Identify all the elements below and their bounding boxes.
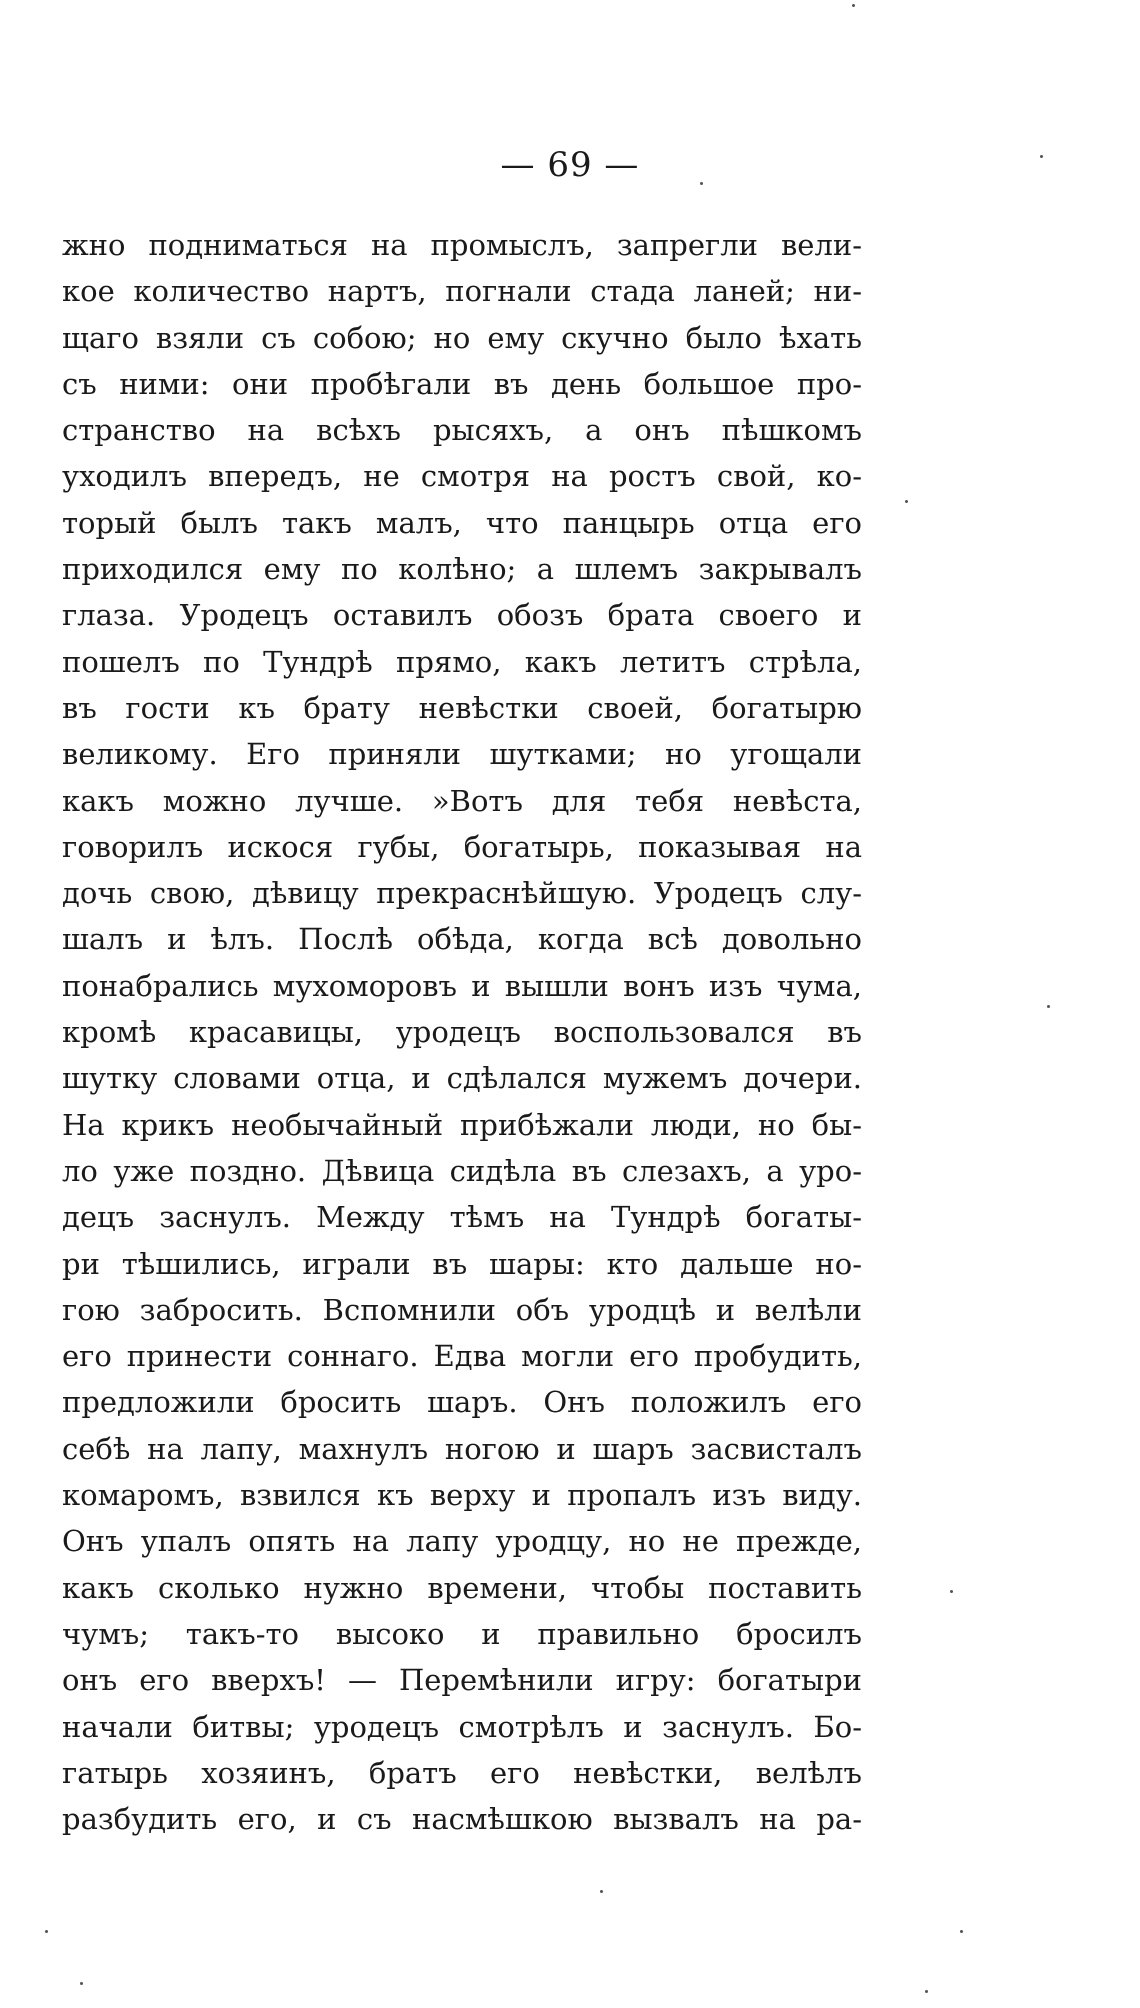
text-line: кромѣ красавицы, уродецъ воспользовался въ [62,1015,862,1050]
scan-speck [960,1930,963,1933]
text-line: говорилъ искося губы, богатырь, показывая на [62,829,862,864]
text-line: глаза. Уродецъ оставилъ обозъ брата своего и [62,598,862,633]
scan-speck [80,1982,83,1985]
text-line: въ гости къ брату невѣстки своей, богатырю [62,690,862,725]
scan-speck [1040,155,1043,158]
scan-speck [700,182,703,185]
text-line: приходился ему по колѣно; а шлемъ закрывалъ [62,552,862,587]
scan-speck [925,1990,928,1993]
text-line: разбудить его, и съ насмѣшкою вызвалъ на ра- [62,1802,862,1837]
scan-speck [905,500,908,503]
text-line: комаромъ, взвился къ верху и пропалъ изъ виду. [62,1478,862,1513]
text-line: децъ заснулъ. Между тѣмъ на Тундрѣ богаты- [62,1200,862,1235]
text-line: начали битвы; уродецъ смотрѣлъ и заснулъ. Бо- [62,1709,862,1744]
text-line: Онъ упалъ опять на лапу уродцу, но не прежде, [62,1524,862,1559]
text-line: шутку словами отца, и сдѣлался мужемъ дочери. [62,1061,862,1096]
text-line: шалъ и ѣлъ. Послѣ обѣда, когда всѣ довольно [62,922,862,957]
text-line: его принести соннаго. Едва могли его пробудить, [62,1339,862,1374]
text-line: чумъ; такъ-то высоко и правильно бросилъ [62,1616,862,1651]
text-line: кое количество нартъ, погнали стада ланей; ни- [62,274,862,309]
scan-speck [600,1890,603,1893]
text-line: гою забросить. Вспомнили объ уродцѣ и велѣли [62,1292,862,1327]
text-line: ло уже поздно. Дѣвица сидѣла въ слезахъ, а уро- [62,1153,862,1188]
text-line: предложили бросить шаръ. Онъ положилъ его [62,1385,862,1420]
scan-speck [950,1590,953,1593]
text-line: странство на всѣхъ рысяхъ, а онъ пѣшкомъ [62,413,862,448]
text-line: дочь свою, дѣвицу прекраснѣйшую. Уродецъ слу- [62,876,862,911]
text-line: съ ними: они пробѣгали въ день большое про- [62,366,862,401]
body-text [62,222,862,1842]
text-line: ри тѣшились, играли въ шары: кто дальше но- [62,1246,862,1281]
text-line: гатырь хозяинъ, братъ его невѣстки, велѣлъ [62,1755,862,1790]
text-line: какъ сколько нужно времени, чтобы поставить [62,1570,862,1605]
text-line: торый былъ такъ малъ, что панцырь отца его [62,505,862,540]
scan-speck [45,1930,48,1933]
text-line: понабрались мухоморовъ и вышли вонъ изъ чума, [62,968,862,1003]
text-line: жно подниматься на промыслъ, запрегли вели- [62,228,862,262]
text-line: пошелъ по Тундрѣ прямо, какъ летитъ стрѣла, [62,644,862,679]
text-line: какъ можно лучше. »Вотъ для тебя невѣста, [62,783,862,818]
text-line: великому. Его приняли шутками; но угощали [62,737,862,772]
text-line: щаго взяли съ собою; но ему скучно было ѣхать [62,320,862,355]
scan-speck [852,4,855,7]
scan-speck [1047,1005,1050,1008]
text-line: онъ его вверхъ! — Перемѣнили игру: богатыри [62,1663,862,1698]
page-number: — 69 — [500,145,640,185]
text-line: На крикъ необычайный прибѣжали люди, но бы- [62,1107,862,1142]
text-line: себѣ на лапу, махнулъ ногою и шаръ засвисталъ [62,1431,862,1466]
text-line: уходилъ впередъ, не смотря на ростъ свой, ко- [62,459,862,494]
